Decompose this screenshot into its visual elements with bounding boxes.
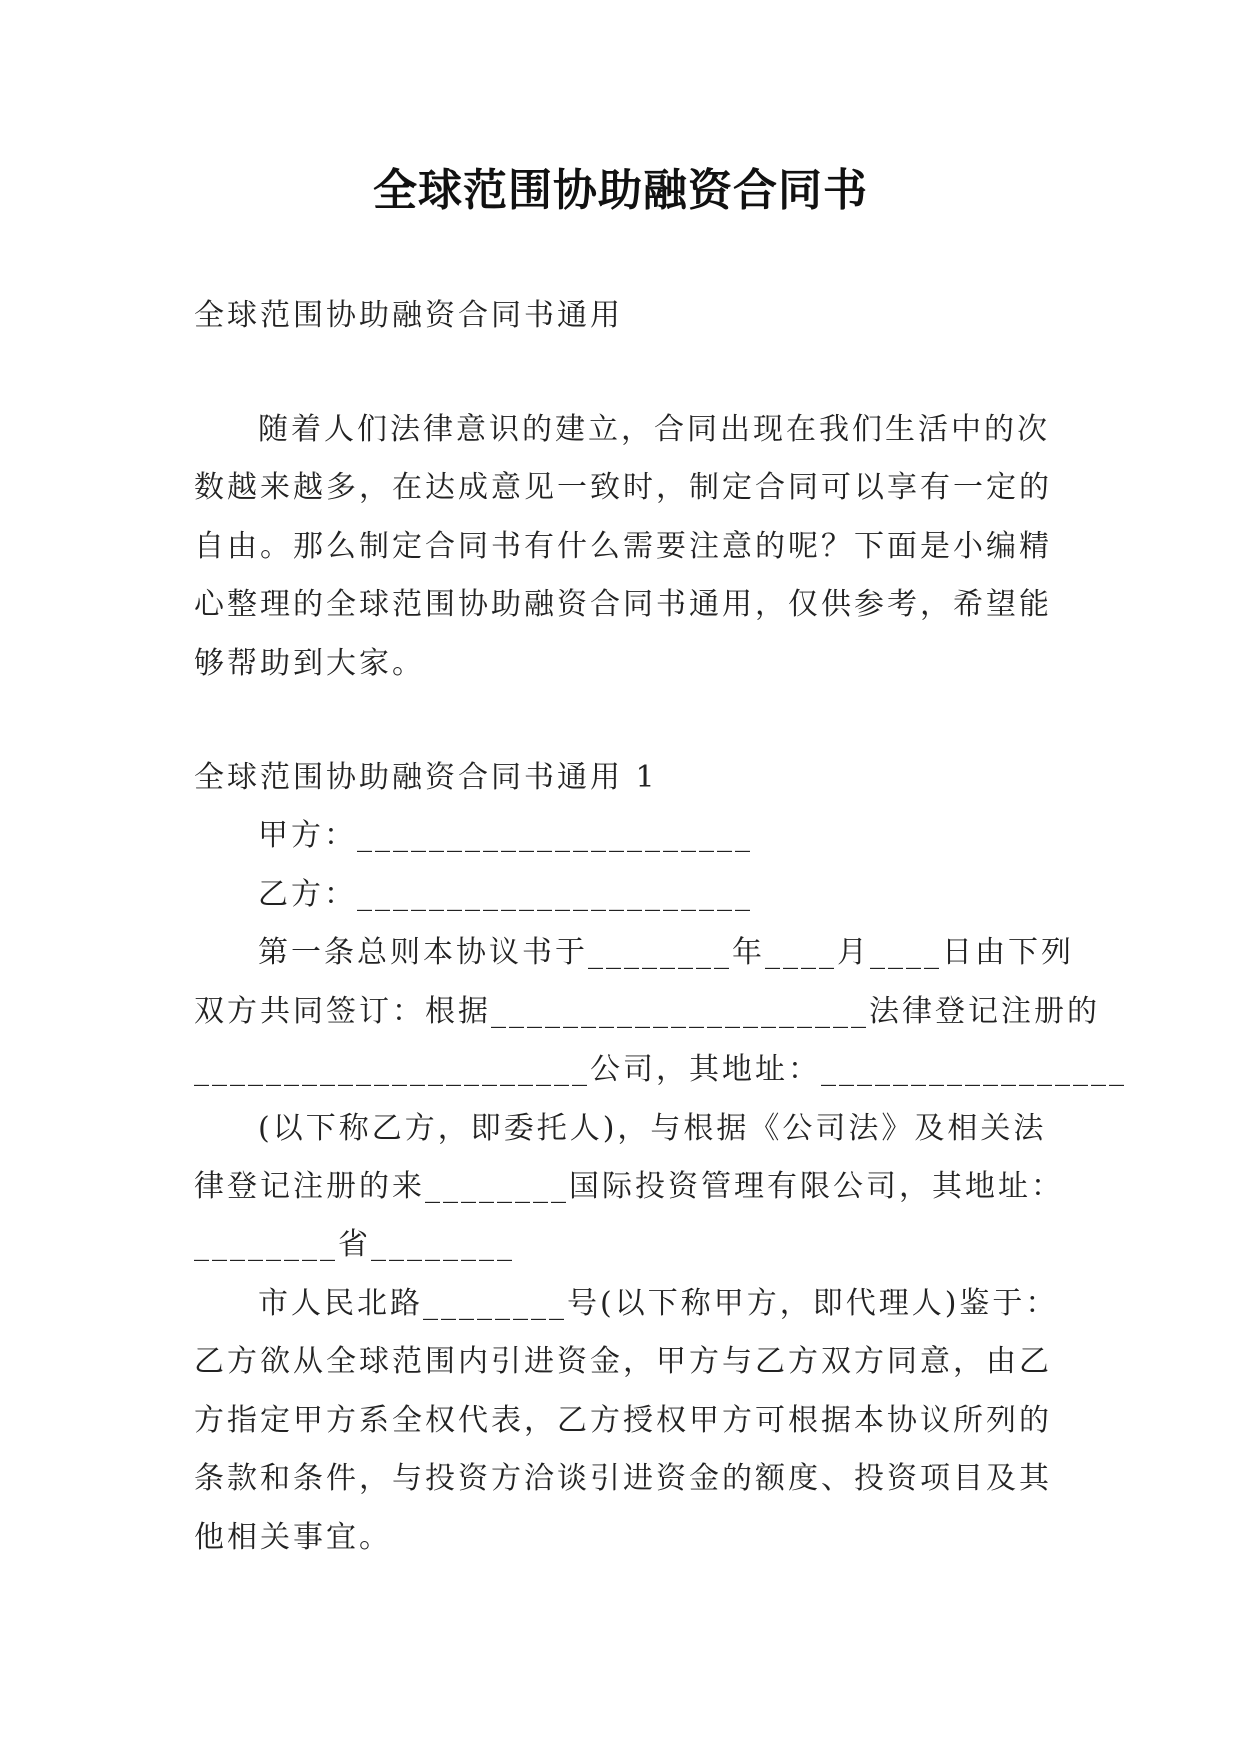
body-line-6: ________省________	[194, 1227, 515, 1262]
intro-line-2: 数越来越多，在达成意见一致时，制定合同可以享有一定的	[194, 470, 1052, 505]
body-line-8: 乙方欲从全球范围内引进资金，甲方与乙方双方同意，由乙	[194, 1344, 1052, 1379]
section-heading: 全球范围协助融资合同书通用 1	[194, 760, 658, 795]
body-line-11: 他相关事宜。	[194, 1520, 392, 1555]
intro-line-1: 随着人们法律意识的建立，合同出现在我们生活中的次	[258, 412, 1050, 447]
body-line-1: 第一条总则本协议书于________年____月____日由下列	[258, 935, 1074, 970]
document-title: 全球范围协助融资合同书	[373, 165, 868, 216]
body-line-3: ______________________公司，其地址：_________________	[194, 1052, 1127, 1087]
body-line-2: 双方共同签订：根据_____________________法律登记注册的	[194, 994, 1100, 1029]
body-line-4: (以下称乙方，即委托人)，与根据《公司法》及相关法	[258, 1111, 1047, 1146]
body-line-9: 方指定甲方系全权代表，乙方授权甲方可根据本协议所列的	[194, 1403, 1052, 1438]
party-a-line: 甲方：______________________	[258, 818, 753, 853]
body-line-7: 市人民北路________号(以下称甲方，即代理人)鉴于：	[258, 1286, 1059, 1321]
document-subtitle: 全球范围协助融资合同书通用	[194, 298, 623, 333]
party-b-line: 乙方：______________________	[258, 877, 753, 912]
body-line-10: 条款和条件，与投资方洽谈引进资金的额度、投资项目及其	[194, 1461, 1052, 1496]
intro-line-3: 自由。那么制定合同书有什么需要注意的呢？下面是小编精	[194, 529, 1052, 564]
intro-line-5: 够帮助到大家。	[194, 646, 425, 681]
intro-line-4: 心整理的全球范围协助融资合同书通用，仅供参考，希望能	[194, 587, 1052, 622]
body-line-5: 律登记注册的来________国际投资管理有限公司，其地址：	[194, 1169, 1064, 1204]
